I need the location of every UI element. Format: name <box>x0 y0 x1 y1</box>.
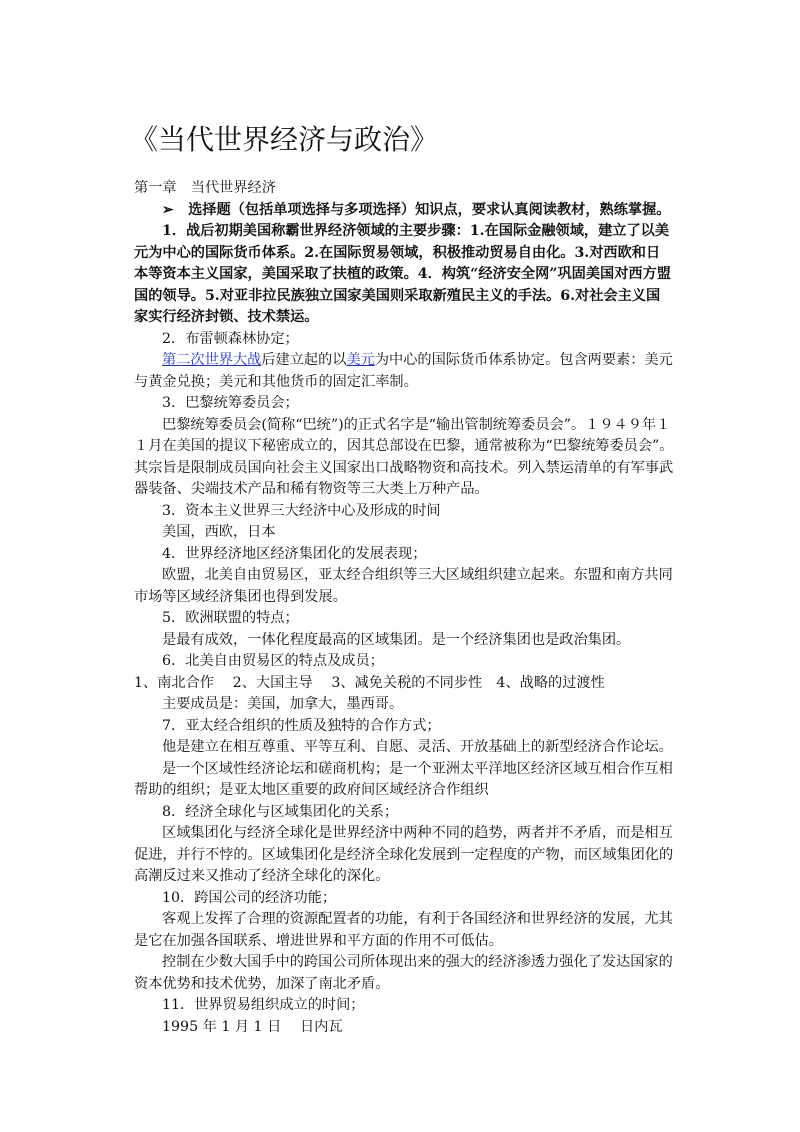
section-8-text-1: 他是建立在相互尊重、平等互利、自愿、灵活、开放基础上的新型经济合作论坛。 <box>162 739 673 755</box>
section-5-heading: 4．世界经济地区经济集团化的发展表现； <box>162 545 427 562</box>
section-10-text-1: 客观上发挥了合理的资源配置者的功能，有利于各国经济和世界经济的发展，尤其是它在加强各国联系、增进世界和平方面的作用不可低估。 <box>134 911 673 949</box>
chapter-heading: 第一章 当代世界经济 <box>134 180 276 196</box>
section-2-mid: 后建立起的以 <box>261 352 347 368</box>
link-ww2[interactable]: 第二次世界大战 <box>162 352 262 368</box>
intro-note: ➢ 选择题（包括单项选择与多项选择）知识点，要求认真阅读教材，熟练掌握。 <box>162 201 671 218</box>
section-7-heading: 6．北美自由贸易区的特点及成员； <box>162 653 384 669</box>
section-9-heading: 8．经济全球化与区域集团化的关系； <box>162 803 399 820</box>
section-11-text: 1995 年 1 月 1 日 日内瓦 <box>162 1018 343 1035</box>
section-8-text-2: 是一个区域性经济论坛和磋商机构；是一个亚洲太平洋地区经济区域互相合作互相帮助的组织；是亚太地区重要的政府间区域经济合作组织 <box>134 760 673 798</box>
section-7-features: 1、南北合作 2、大国主导 3、减免关税的不同步性 4、战略的过渡性 <box>134 674 605 691</box>
section-10-heading: 10．跨国公司的经济功能； <box>162 889 337 906</box>
document-body <box>134 178 674 1038</box>
section-2-rest: 为中心的国际货币体系协定。包含两要素：美元与黄金兑换；美元和其他货币的固定汇率制。 <box>134 352 673 390</box>
document-title: 《当代世界经济与政治》 <box>130 123 439 156</box>
section-4-text: 美国，西欧，日本 <box>162 524 276 540</box>
section-2-heading: 2．布雷顿森林协定； <box>162 330 299 347</box>
section-9-text: 区域集团化与经济全球化是世界经济中两种不同的趋势，两者并不矛盾，而是相互促进，并行不悖的。区域集团化是经济全球化发展到一定程度的产物，而区域集团化的高潮反过来又推动了经济全球化的深化。 <box>134 825 674 884</box>
section-1-text: 1．战后初期美国称霸世界经济领域的主要步骤：1.在国际金融领域，建立了以美元为中心的国际货币体系。2.在国际贸易领域，积极推动贸易自由化。3.对西欧和日本等资本主义国家，美国采取了扶植的政策。4．构筑“经济安全网”巩固美国对西方盟国的领导。5.对亚非拉民族独立国家美国则采取新殖民主义的手法。6.对社会主义国家实行经济封锁、技术禁运。 <box>134 223 671 325</box>
section-6-text: 是最有成效，一体化程度最高的区域集团。是一个经济集团也是政治集团。 <box>162 631 631 648</box>
section-10-text-2: 控制在少数大国手中的跨国公司所体现出来的强大的经济渗透力强化了发达国家的资本优势和技术优势，加深了南北矛盾。 <box>134 954 673 992</box>
section-3-text: 巴黎统筹委员会(简称“巴统”)的正式名字是“输出管制统筹委员会”。１９４９年１１月在美国的提议下秘密成立的，因其总部设在巴黎，通常被称为“巴黎统筹委员会”。其宗旨是限制成员国向社会主义国家出口战略物资和高技术。列入禁运清单的有军事武器装备、尖端技术产品和稀有物资等三大类上万种产品。 <box>134 416 674 497</box>
section-5-text: 欧盟，北美自由贸易区，亚太经合组织等三大区域组织建立起来。东盟和南方共同市场等区域经济集团也得到发展。 <box>134 567 673 605</box>
section-11-heading: 11．世界贸易组织成立的时间； <box>162 997 365 1013</box>
section-7-members: 主要成员是：美国，加拿大，墨西哥。 <box>162 696 404 712</box>
link-usd[interactable]: 美元 <box>346 352 375 368</box>
section-4-heading: 3．资本主义世界三大经济中心及形成的时间 <box>162 502 441 519</box>
section-6-heading: 5．欧洲联盟的特点； <box>162 610 299 626</box>
section-2-text <box>134 350 674 393</box>
section-3-heading: 3．巴黎统筹委员会； <box>162 395 299 411</box>
section-8-heading: 7．亚太经合组织的性质及独特的合作方式； <box>162 717 441 734</box>
